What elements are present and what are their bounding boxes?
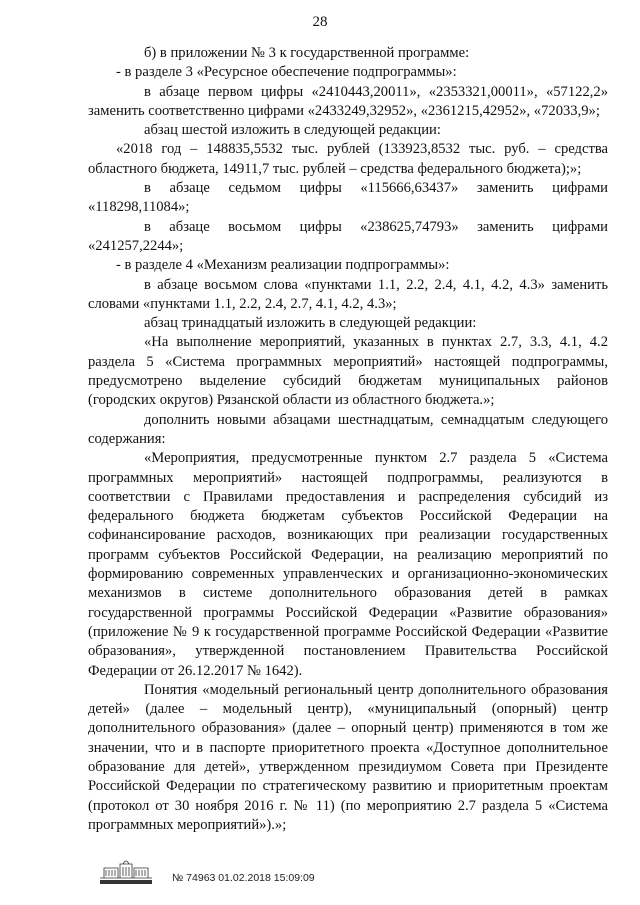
building-logo-icon <box>96 856 156 886</box>
paragraph: в абзаце первом цифры «2410443,20011», «2353321,00011», «57122,2» заменить соответственно цифрами «2433249,32952», «2361215,42952», «72033,9»; <box>88 83 608 119</box>
paragraph: б) в приложении № 3 к государственной программе: <box>144 45 470 61</box>
paragraph: «Мероприятия, предусмотренные пунктом 2.7 раздела 5 «Система программных мероприятий» настоящей подпрограммы, реализуются в соответствии с Правилами предоставления и распределения субсидий из федерального бюджета бюджетам субъектов Российской Федерации на софинансирование расходов, возникающих при реализации государственных программ субъектов Российской Федерации, на реализацию мероприятий по формированию современных управленческих и организационно-экономических механизмов в системе дополнительного образования детей в рамках государственной программы Российской Федерации «Развитие образования» (приложение № 9 к государственной программе Российской Федерации «Развитие образования», утвержденной постановлением Правительства Российской Федерации от 26.12.2017 № 1642). <box>88 450 608 679</box>
paragraph: в абзаце восьмом цифры «238625,74793» заменить цифрами «241257,2244»; <box>88 218 608 254</box>
paragraph: «2018 год – 148835,5532 тыс. рублей (133923,8532 тыс. руб. – средства областного бюджета, 14911,7 тыс. рублей – средства федерального бюджета);»; <box>88 141 608 177</box>
document-body <box>88 44 608 835</box>
paragraph: абзац тринадцатый изложить в следующей редакции: <box>144 315 477 332</box>
paragraph: - в разделе 3 «Ресурсное обеспечение подпрограммы»: <box>116 64 457 81</box>
paragraph: - в разделе 4 «Механизм реализации подпрограммы»: <box>116 257 450 274</box>
paragraph: в абзаце восьмом слова «пунктами 1.1, 2.2, 2.4, 4.1, 4.2, 4.3» заменить словами «пунктами 1.1, 2.2, 2.4, 2.7, 4.1, 4.2, 4.3»; <box>88 276 608 312</box>
document-stamp: № 74963 01.02.2018 15:09:09 <box>172 872 315 884</box>
page-number: 28 <box>312 14 328 30</box>
paragraph: «На выполнение мероприятий, указанных в пунктах 2.7, 3.3, 4.1, 4.2 раздела 5 «Система программных мероприятий» настоящей подпрограммы, предусмотрено выделение субсидий бюджетам муниципальных районов (городских округов) Рязанской области из областного бюджета.»; <box>88 334 608 409</box>
paragraph: Понятия «модельный региональный центр дополнительного образования детей» (далее – модельный центр), «муниципальный (опорный) центр дополнительного образования» (далее – опорный центр) применяются в том же значении, что и в паспорте приоритетного проекта «Доступное дополнительное образование для детей», утвержденном президиумом Совета при Президенте Российской Федерации по стратегическому развитию и приоритетным проектам (протокол от 30 ноября 2016 г. № 11) (по мероприятию 2.7 раздела 5 «Система программных мероприятий»).»; <box>88 681 608 833</box>
paragraph: абзац шестой изложить в следующей редакции: <box>144 122 441 139</box>
footer <box>96 856 315 886</box>
paragraph: в абзаце седьмом цифры «115666,63437» заменить цифрами «118298,11084»; <box>88 180 608 216</box>
paragraph: дополнить новыми абзацами шестнадцатым, семнадцатым следующего содержания: <box>88 411 608 447</box>
